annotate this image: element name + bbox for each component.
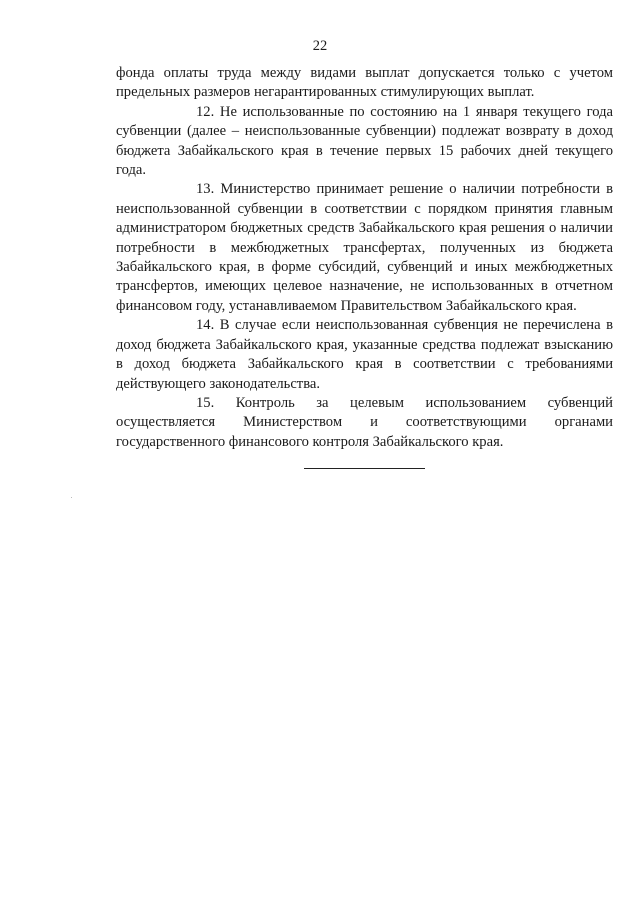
paragraph-number: 12. <box>196 103 215 120</box>
paragraph-14 <box>116 316 613 394</box>
end-of-document-rule <box>304 468 425 469</box>
document-body <box>116 64 613 452</box>
paragraph-continuation <box>116 64 613 103</box>
paragraph-text: Контроль за целевым использованием субвенций осуществляется Министерством и соответствующими органами государственного финансового контроля Забайкальского края. <box>116 394 613 450</box>
paragraph-text: фонда оплаты труда между видами выплат допускается только с учетом предельных размеров негарантированных стимулирующих выплат. <box>116 65 613 101</box>
paragraph-number: 14. <box>196 317 215 334</box>
paragraph-number: 15. <box>196 394 215 411</box>
paragraph-text: В случае если неиспользованная субвенция не перечислена в доход бюджета Забайкальского края, указанные средства подлежат взысканию в доход бюджета Забайкальского края в соответствии с требованиями действующего законодательства. <box>116 317 613 392</box>
paragraph-12 <box>116 103 613 181</box>
paragraph-13 <box>116 180 613 316</box>
paragraph-text: Министерство принимает решение о наличии потребности в неиспользованной субвенции в соответствии с порядком принятия главным администратором бюджетных средств Забайкальского края решения о наличии потребности в межбюджетных трансфертах, полученных из бюджета Забайкальского края, в форме субсидий, субвенций и иных межбюджетных трансфертов, имеющих целевое назначение, не использованных в отчетном финансовом году, устанавливаемом Правительством Забайкальского края. <box>116 181 613 314</box>
paragraph-15 <box>116 394 613 452</box>
page-number: 22 <box>312 38 328 54</box>
paragraph-text: Не использованные по состоянию на 1 января текущего года субвенции (далее – неиспользованные субвенции) подлежат возврату в доход бюджета Забайкальского края в течение первых 15 рабочих дней текущего года. <box>116 103 613 179</box>
scan-speck <box>71 497 72 498</box>
paragraph-number: 13. <box>196 181 215 198</box>
